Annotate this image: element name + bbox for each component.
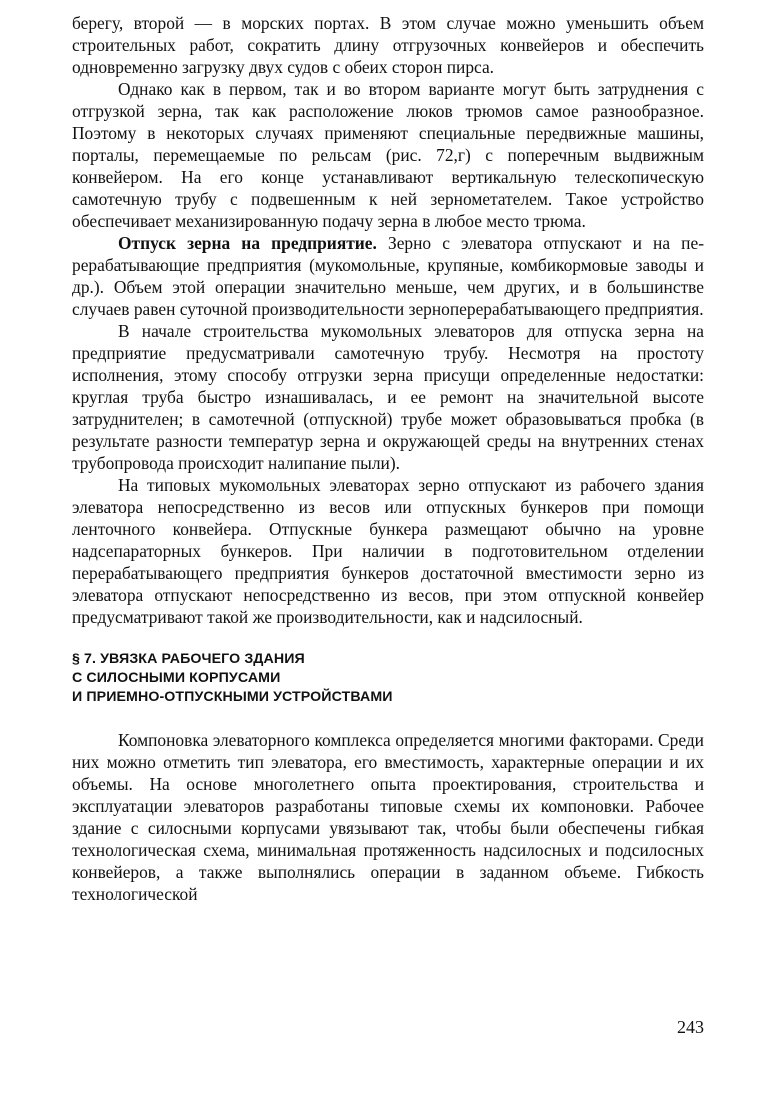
paragraph-grain-loading: Однако как в первом, так и во втором варианте могут быть затруднения с отгрузкой зерна, так как расположение люков трюмов самое разнообразное. Поэтому в некоторых случаях применяют специальные передвижные машины, порталы, перемещаемые по рельсам (рис. 72,г) с поперечным выдвижным конвейером. На его конце устанавливают вертикальную телескопическую самотечную трубу с подвешенным к ней зернометателем. Такое устройство обеспечивает механизированную подачу зерна в любое место трюма. xyxy=(72,79,704,231)
page-number: 243 xyxy=(677,1017,704,1037)
paragraph-gravity-pipe: В начале строительства мукомольных элеваторов для отпуска зерна на предприятие предусматривали самотечную трубу. Несмотря на простоту исполнения, этому способу отгрузки зерна присущи определенные недостатки: круглая труба быстро изнашивалась, и ее ремонт на значительной высоте затруднителен; в самотечной (отпускной) трубе может образовываться пробка (в результате разности температур зерна и окружающей среды на внутренних стенах трубопровода происходит налипание пыли). xyxy=(72,321,704,473)
page-body xyxy=(72,12,704,905)
paragraph-typical-elevators: На типовых мукомольных элеваторах зерно отпускают из рабочего здания элеватора непосредственно из весов или отпускных бункеров при помощи ленточного конвейера. Отпускные бункера размещают обычно на уровне надсепараторных бункеров. При наличии в подготовительном отделении перерабатывающего предприятия бункеров достаточной вместимости зерно из элеватора отпускают непосредственно из весов, при этом отпускной конвейер предусматривают такой же производительности, как и надсилосный. xyxy=(72,475,704,627)
paragraph-layout: Компоновка элеваторного комплекса определяется многими факторами. Среди них можно отметить тип элеватора, его вместимость, характерные операции и их объемы. На основе многолетнего опыта проектирования, строительства и эксплуатации элеваторов разработаны типовые схемы их компоновки. Рабочее здание с силосными корпусами увязывают так, чтобы были обеспечены гибкая технологическая схема, минимальная протяженность надсилосных и подсилосных конвейеров, а также выполнялись операции в заданном объеме. Гибкость технологической xyxy=(72,730,704,904)
section-heading-line-1: § 7. УВЯЗКА РАБОЧЕГО ЗДАНИЯ xyxy=(72,651,305,667)
paragraph-continued: берегу, второй — в морских портах. В этом случае можно уменьшить объем строительных работ, сократить длину отгрузочных конвейеров и обеспечить одновременно загрузку двух судов с обеих сторон пирса. xyxy=(72,13,704,77)
section-heading-line-3: И ПРИЕМНО-ОТПУСКНЫМИ УСТРОЙСТВАМИ xyxy=(72,689,393,705)
section-heading xyxy=(72,650,704,707)
run-in-heading: Отпуск зерна на предприятие. xyxy=(118,233,377,253)
paragraph-text: Зерно с элеватора отпускают и на перерабатывающие предприятия (мукомольные, крупяные, комбикормовые заводы и др.). Объем этой операции значительно меньше, чем других, и в большинстве случаев равен суточной производительности зерноперерабатывающего предприятия. xyxy=(72,233,704,319)
section-heading-line-2: С СИЛОСНЫМИ КОРПУСАМИ xyxy=(72,670,281,686)
paragraph-release-to-enterprise xyxy=(72,232,704,320)
